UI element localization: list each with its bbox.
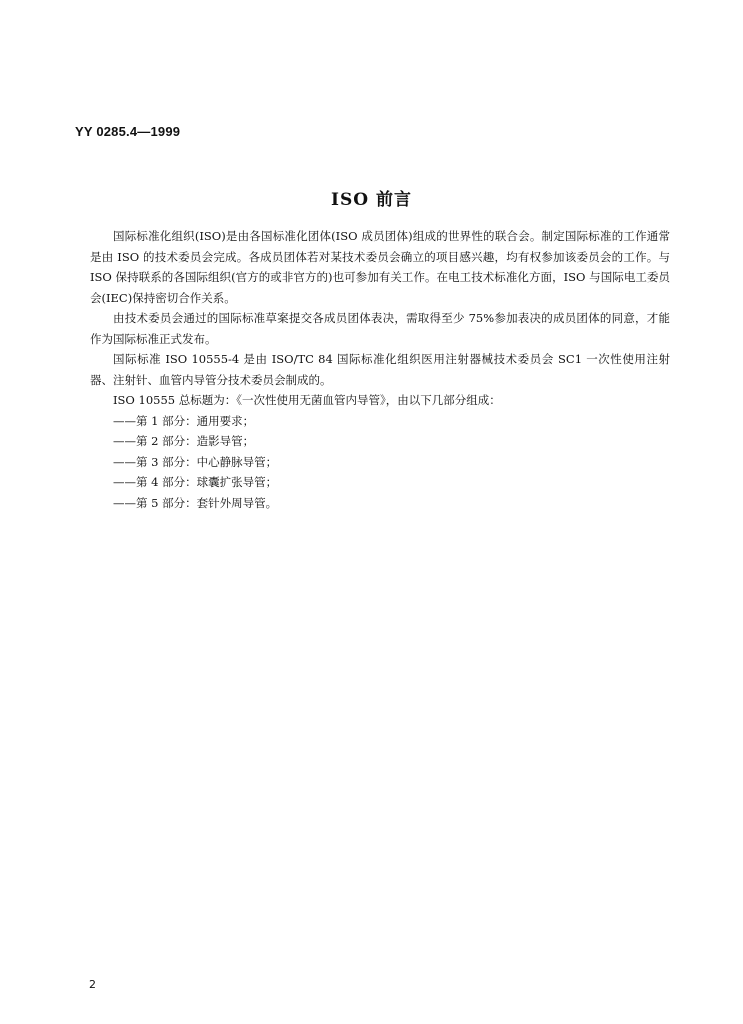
list-item-part-1: ——第 1 部分：通用要求； bbox=[113, 413, 255, 428]
list-item-part-2: ——第 2 部分：造影导管； bbox=[113, 434, 255, 448]
foreword-body bbox=[90, 226, 670, 513]
section-title: ISO 前言 bbox=[331, 190, 412, 210]
paragraph-committee: 国际标准 ISO 10555-4 是由 ISO/TC 84 国际标准化组织医用注射器械技术委员会 SC1 一次性使用注射器、注射针、血管内导管分技术委员会制成的。 bbox=[90, 352, 670, 387]
paragraph-voting: 由技术委员会通过的国际标准草案提交各成员团体表决，需取得至少 75%参加表决的成员团体的同意，才能作为国际标准正式发布。 bbox=[90, 311, 670, 346]
paragraph-iso-intro: 国际标准化组织(ISO)是由各国标准化团体(ISO 成员团体)组成的世界性的联合会。制定国际标准的工作通常是由 ISO 的技术委员会完成。各成员团体若对某技术委员会确立的项目感兴趣，均有权参加该委员会的工作。与 ISO 保持联系的各国际组织(官方的或非官方的)也可参加有关工作。在电工技术标准化方面，ISO 与国际电工委员会(IEC)保持密切合作关系。 bbox=[90, 229, 670, 305]
paragraph-general-title: ISO 10555 总标题为：《一次性使用无菌血管内导管》，由以下几部分组成： bbox=[113, 393, 501, 407]
standard-code-header: YY 0285.4—1999 bbox=[75, 124, 181, 139]
list-item-part-4: ——第 4 部分：球囊扩张导管； bbox=[113, 475, 278, 489]
list-item-part-3: ——第 3 部分：中心静脉导管； bbox=[113, 454, 278, 469]
page-number: 2 bbox=[89, 978, 96, 991]
parts-list bbox=[90, 411, 670, 514]
list-item-part-5: ——第 5 部分：套针外周导管。 bbox=[113, 495, 278, 510]
